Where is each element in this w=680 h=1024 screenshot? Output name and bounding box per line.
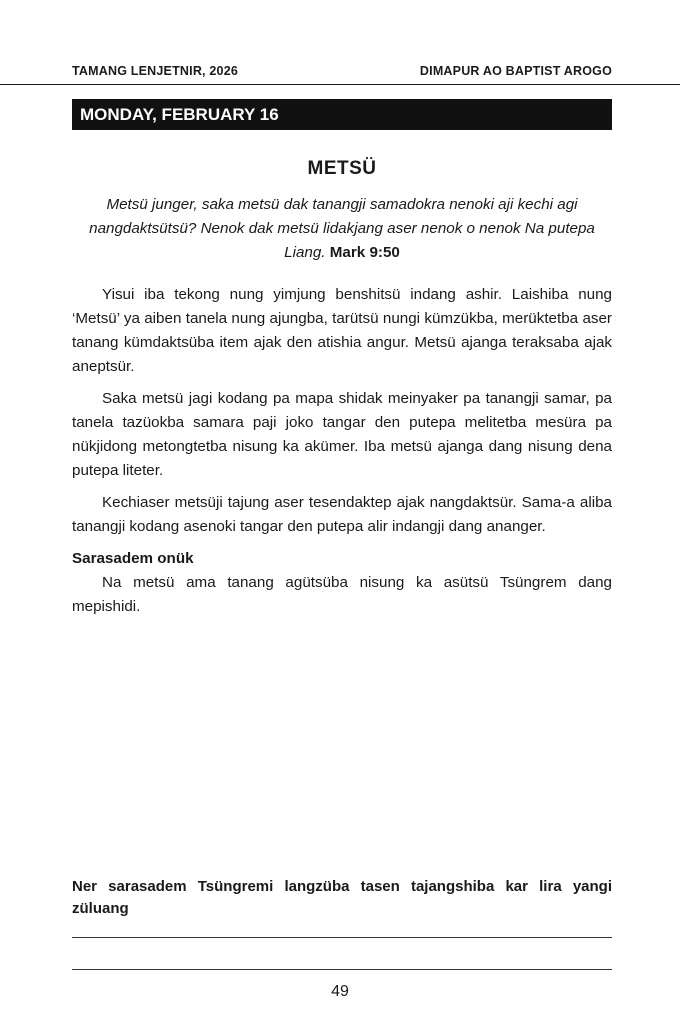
writing-line-1[interactable] <box>72 937 612 938</box>
journal-prompt: Ner sarasadem Tsüngremi langzüba tasen tajangshiba kar lira yangi züluang <box>72 878 612 917</box>
reflection-heading: Sarasadem onük <box>72 550 194 567</box>
scripture-verse <box>72 193 612 265</box>
verse-reference: Mark 9:50 <box>329 244 400 261</box>
paragraph-1: Yisui iba tekong nung yimjung benshitsü indang ashir. Laishiba nung ‘Metsü’ ya aiben tanela nung ajungba, tarütsü nungi kümzükba, merüktetba aser tanang kümdaktsüba item ajak den atishia angur. Metsü ajanga teraksaba ajak aneptsür. <box>72 286 612 375</box>
paragraph-3: Kechiaser metsüji tajung aser tesendaktep ajak nangdaktsür. Sama-a aliba tanangji kodang asenoki tangar den putepa alir indangji dang ananger. <box>72 494 612 535</box>
header-left-title: TAMANG LENJETNIR, 2026 <box>72 64 239 78</box>
day-banner-label: MONDAY, FEBRUARY 16 <box>80 104 279 124</box>
header-divider <box>0 84 680 85</box>
page-number: 49 <box>331 983 349 1000</box>
paragraph-2: Saka metsü jagi kodang pa mapa shidak meinyaker pa tanangji samar, pa tanela tazüokba samara paji joko tangar den putepa melitetba mesüra pa nükjidong metongtetba nisung ka akümer. Iba metsü ajanga dang nisung dena putepa liteter. <box>72 390 612 479</box>
day-banner <box>72 99 612 130</box>
verse-text: Metsü junger, saka metsü dak tanangji samadokra nenoki aji kechi agi nangdaktsütsü? Nenok dak metsü lidakjang aser nenok o nenok Na putepa Liang. <box>89 196 595 261</box>
devotional-body <box>72 283 612 619</box>
reflection-text: Na metsü ama tanang agütsüba nisung ka asütsü Tsüngrem dang mepishidi. <box>72 574 612 615</box>
running-header <box>72 64 612 78</box>
writing-line-2[interactable] <box>72 969 612 970</box>
header-right-title: DIMAPUR AO BAPTIST AROGO <box>419 64 612 78</box>
page-title: METSÜ <box>307 158 377 179</box>
